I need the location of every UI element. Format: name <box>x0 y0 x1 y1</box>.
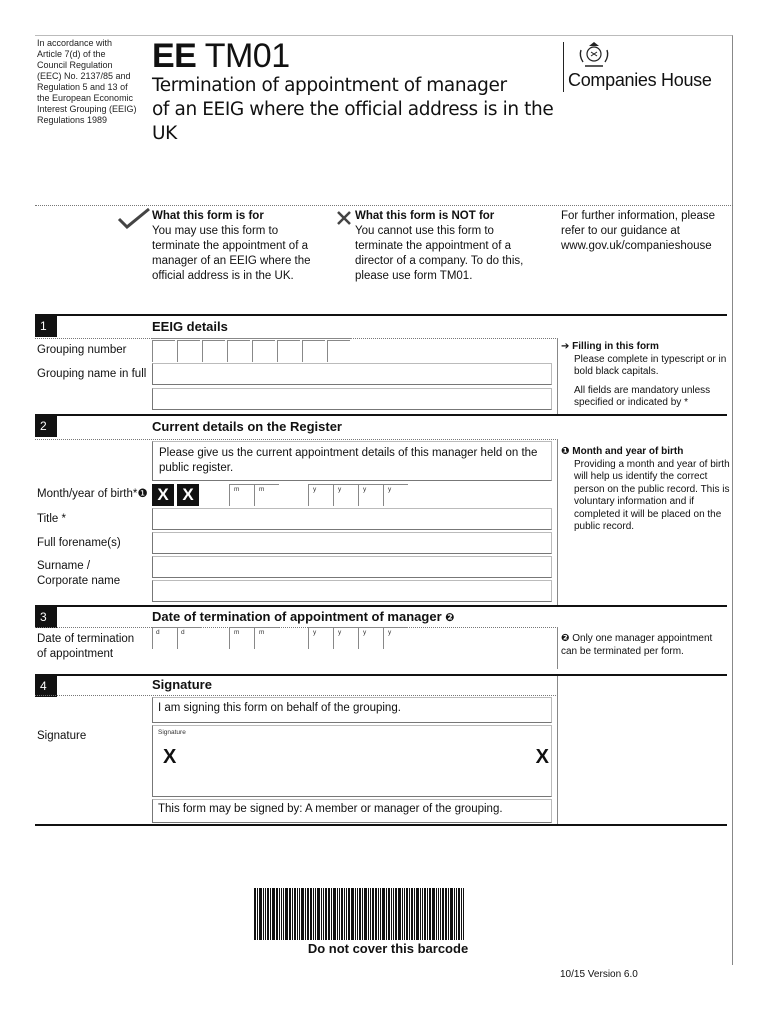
barcode-bar <box>414 888 415 940</box>
barcode-bar <box>422 888 423 940</box>
title-label: Title * <box>37 513 66 525</box>
barcode-bar <box>299 888 300 940</box>
barcode-bar <box>416 888 419 940</box>
barcode-bar <box>427 888 428 940</box>
barcode-bar <box>395 888 397 940</box>
barcode-bar <box>301 888 304 940</box>
surname-input[interactable] <box>152 556 552 578</box>
barcode-bar <box>328 888 330 940</box>
filling-in-this-form-note <box>561 341 731 410</box>
barcode-bar <box>339 888 340 940</box>
barcode-bar <box>450 888 453 940</box>
barcode-bar <box>442 888 444 940</box>
barcode-bar <box>429 888 431 940</box>
barcode-bar <box>337 888 338 940</box>
barcode-bar <box>294 888 296 940</box>
barcode-bar <box>317 888 320 940</box>
signature-label: Signature <box>37 730 87 742</box>
barcode-bar <box>270 888 271 940</box>
barcode-bar <box>382 888 385 940</box>
barcode-bar <box>285 888 288 940</box>
surname-label: Surname / Corporate name <box>37 560 121 587</box>
grouping-number-label: Grouping number <box>37 344 127 356</box>
further-information: For further information, please refer to our guidance at www.gov.uk/companieshouse <box>561 210 716 252</box>
barcode-bar <box>386 888 387 940</box>
barcode-bar <box>283 888 284 940</box>
barcode-bar <box>440 888 441 940</box>
grouping-name-input-line-2[interactable] <box>152 388 552 410</box>
barcode-bar <box>411 888 413 940</box>
sign-start-mark: X <box>163 746 177 768</box>
barcode-bar <box>259 888 262 940</box>
barcode-bar <box>378 888 379 940</box>
barcode-bar <box>351 888 354 940</box>
signing-statement-box <box>152 697 552 723</box>
barcode-bar <box>310 888 312 940</box>
barcode-bar <box>380 888 381 940</box>
barcode-bar <box>331 888 332 940</box>
barcode-bar <box>265 888 266 940</box>
form-code <box>152 36 290 76</box>
barcode-bar <box>297 888 298 940</box>
info-marker-icon: ❷ <box>445 612 455 624</box>
barcode-bar <box>402 888 403 940</box>
arrow-right-icon: ➔ <box>561 341 573 352</box>
barcode-bar <box>344 888 345 940</box>
info-marker-icon: ❷ <box>561 633 570 644</box>
barcode-bar <box>458 888 460 940</box>
barcode-bar <box>289 888 291 940</box>
signature-box-label: Signature <box>158 729 186 736</box>
barcode-bar <box>325 888 327 940</box>
section-rule <box>35 314 727 316</box>
barcode-bar <box>357 888 358 940</box>
barcode-note: Do not cover this barcode <box>307 941 469 956</box>
section-1-number: 1 <box>35 316 57 337</box>
barcode-bar <box>359 888 361 940</box>
form-title <box>152 74 572 146</box>
for-body: You may use this form to terminate the appointment of a manager of an EEIG where the official address is in the UK. <box>152 225 311 282</box>
form-version: 10/15 Version 6.0 <box>560 969 638 980</box>
barcode-bar <box>445 888 447 940</box>
barcode-bar <box>281 888 282 940</box>
what-form-is-for <box>152 209 322 284</box>
termination-date-label: Date of termination of appointment <box>37 633 135 660</box>
section-3-number: 3 <box>35 607 57 628</box>
barcode-bar <box>370 888 371 940</box>
barcode-bar <box>463 888 464 940</box>
barcode-bar <box>341 888 343 940</box>
divider <box>35 205 733 206</box>
royal-crest-icon <box>577 40 611 70</box>
section-1-heading: EEIG details <box>152 319 228 334</box>
day-crossed-out-1: X <box>152 484 174 506</box>
not-for-heading: What this form is NOT for <box>355 210 495 222</box>
grouping-name-input[interactable] <box>152 363 552 385</box>
side-body-2: All fields are mandatory unless specified or indicated by * <box>574 384 711 408</box>
barcode-bar <box>448 888 449 940</box>
title-input[interactable] <box>152 508 552 530</box>
barcode-bar <box>436 888 437 940</box>
signed-by-text: This form may be signed by: A member or manager of the grouping. <box>158 803 503 815</box>
side-body: Providing a month and year of birth will help us identify the correct person on the public record. This is voluntary information and if completed it will be placed on the public record. <box>574 458 730 532</box>
sign-end-mark: X <box>535 746 549 768</box>
barcode-bar <box>391 888 392 940</box>
barcode-bar <box>307 888 309 940</box>
barcode-bar <box>404 888 405 940</box>
barcode-bar <box>424 888 426 940</box>
barcode-bar <box>313 888 314 940</box>
barcode-bar <box>406 888 408 940</box>
cross-icon <box>336 210 352 226</box>
intro-box <box>152 441 552 481</box>
signature-box[interactable] <box>152 725 552 797</box>
barcode-bar <box>362 888 363 940</box>
barcode-bar <box>438 888 439 940</box>
side-heading: Filling in this form <box>572 341 659 352</box>
barcode-bar <box>254 888 256 940</box>
barcode-bar <box>279 888 280 940</box>
barcode-bar <box>292 888 293 940</box>
not-for-body: You cannot use this form to terminate the appointment of a director of a company. To do this, please use form TM01. <box>355 225 524 282</box>
section-2-heading: Current details on the Register <box>152 419 342 434</box>
barcode-bar <box>409 888 410 940</box>
barcode-bar <box>323 888 324 940</box>
barcode-bar <box>346 888 347 940</box>
side-body: Please complete in typescript or in bold black capitals. <box>574 353 727 377</box>
single-appointment-note: ❷ Only one manager appointment can be terminated per form. <box>561 633 713 657</box>
barcode-bar <box>276 888 278 940</box>
form-title-line-1: Termination of appointment of manager <box>152 75 507 96</box>
barcode-bar <box>388 888 390 940</box>
grouping-name-label: Grouping name in full <box>37 368 147 380</box>
section-3-heading: Date of termination of appointment of manager ❷ <box>152 609 455 624</box>
forenames-input[interactable] <box>152 532 552 554</box>
form-number: TM01 <box>204 37 290 75</box>
signed-by-box <box>152 799 552 823</box>
barcode-bar <box>372 888 374 940</box>
barcode-bar <box>263 888 264 940</box>
checkmark-icon <box>117 207 151 229</box>
logo-text: Companies House <box>568 70 712 90</box>
barcode-bar <box>454 888 455 940</box>
barcode-bar <box>333 888 336 940</box>
barcode <box>254 888 522 940</box>
barcode-bar <box>315 888 316 940</box>
forenames-label: Full forename(s) <box>37 537 121 549</box>
barcode-bar <box>368 888 369 940</box>
barcode-bar <box>305 888 306 940</box>
month-year-birth-note <box>561 446 731 534</box>
section-2-number: 2 <box>35 416 57 437</box>
day-crossed-out-2: X <box>177 484 199 506</box>
barcode-bar <box>432 888 435 940</box>
legal-basis-text: In accordance with Article 7(d) of the Council Regulation (EEC) No. 2137/85 and Regulation 5 and 13 of the European Economic Interest Grouping (EEIG) Regulations 1989 <box>37 38 137 125</box>
dob-label: Month/year of birth*❶ <box>37 488 148 500</box>
barcode-bar <box>456 888 457 940</box>
barcode-bar <box>420 888 421 940</box>
form-title-line-2: of an EEIG where the official address is in the UK <box>152 99 554 144</box>
section-4-heading: Signature <box>152 677 212 692</box>
barcode-bar <box>355 888 356 940</box>
form-prefix: EE <box>152 37 197 75</box>
barcode-bar <box>267 888 269 940</box>
barcode-bar <box>321 888 322 940</box>
barcode-bar <box>364 888 367 940</box>
info-marker-icon: ❶ <box>561 446 570 457</box>
side-heading: Month and year of birth <box>572 446 684 457</box>
barcode-bar <box>348 888 350 940</box>
surname-input-line-2[interactable] <box>152 580 552 602</box>
companies-house-logo <box>560 40 735 100</box>
info-marker-icon: ❶ <box>137 488 148 500</box>
intro-text: Please give us the current appointment details of this manager held on the public register. <box>159 447 538 474</box>
what-form-is-not-for <box>355 209 535 284</box>
signing-statement: I am signing this form on behalf of the grouping. <box>158 702 401 714</box>
barcode-bar <box>272 888 275 940</box>
barcode-bar <box>375 888 377 940</box>
for-heading: What this form is for <box>152 210 264 222</box>
section-4-number: 4 <box>35 676 57 697</box>
barcode-bar <box>393 888 394 940</box>
barcode-bar <box>461 888 462 940</box>
barcode-bar <box>257 888 258 940</box>
barcode-bar <box>398 888 401 940</box>
